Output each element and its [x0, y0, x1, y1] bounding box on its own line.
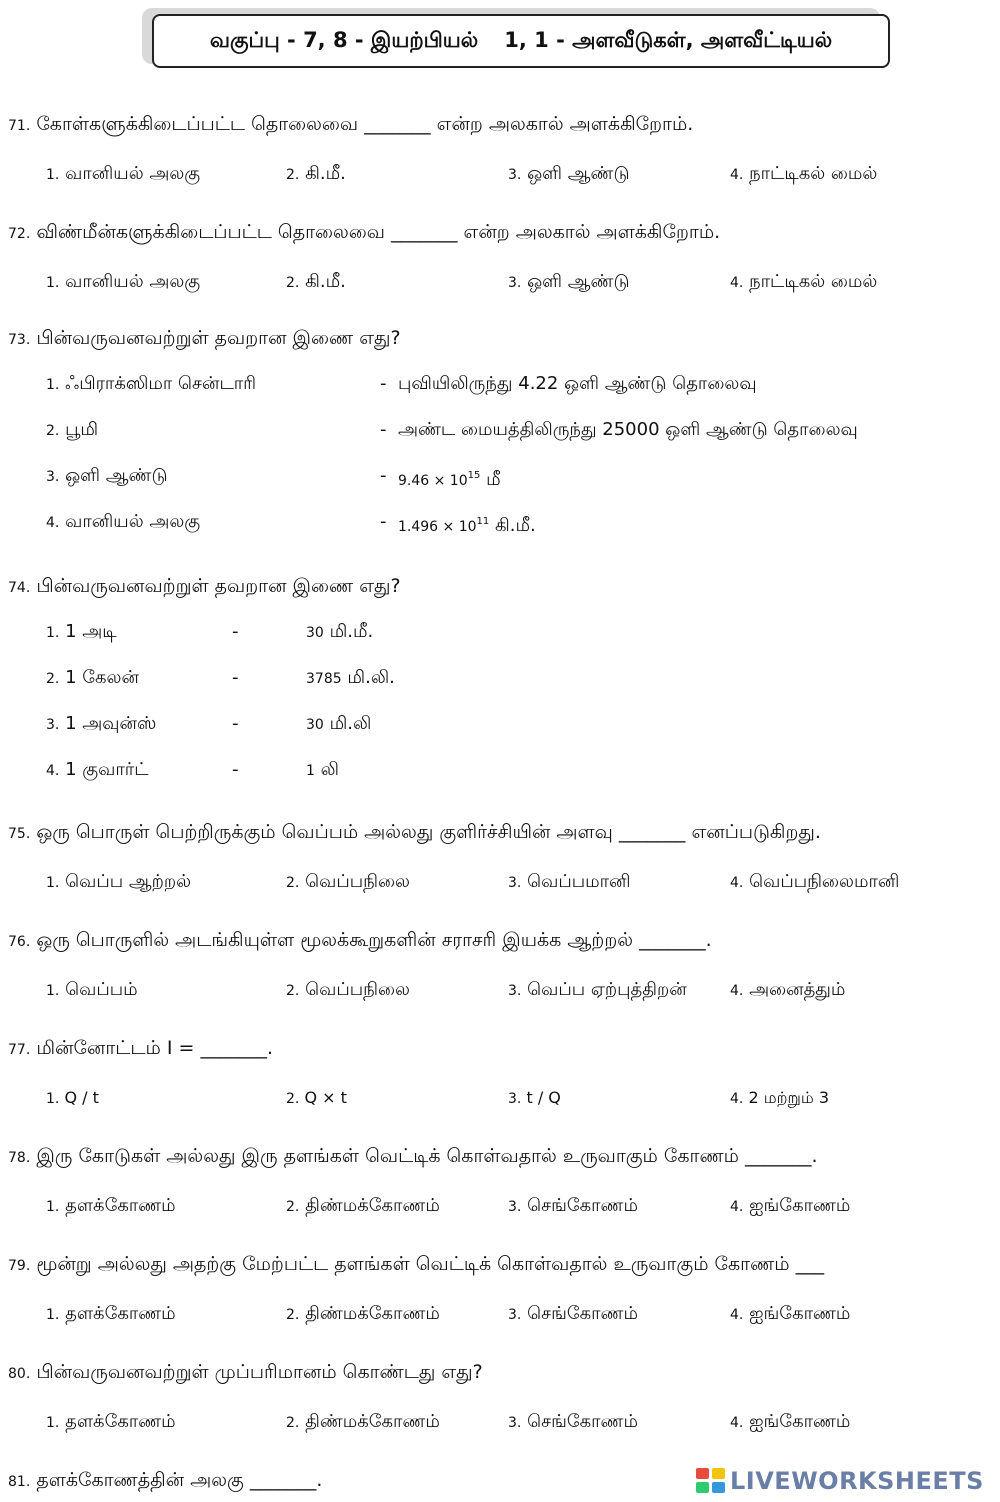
- option-2[interactable]: 2. Q × t: [286, 1088, 347, 1107]
- brand-name: LIVEWORKSHEETS: [730, 1467, 984, 1495]
- options: [8, 268, 990, 296]
- question-number: 71.: [8, 118, 31, 134]
- options: [8, 1300, 990, 1328]
- question-number: 73.: [8, 332, 31, 348]
- question-number: 77.: [8, 1042, 31, 1058]
- option-2[interactable]: 2. கி.மீ.: [286, 271, 346, 292]
- question-text: மூன்று அல்லது அதற்கு மேற்பட்ட தளங்கள் வெட்டிக் கொள்வதால் உருவாகும் கோணம் ___: [36, 1253, 825, 1275]
- option-4[interactable]: 4. ஐங்கோணம்: [730, 1411, 851, 1432]
- question-71: [8, 110, 990, 188]
- question-number: 75.: [8, 826, 31, 842]
- question-73: [8, 324, 990, 536]
- option-2[interactable]: 2. வெப்பநிலை: [286, 871, 410, 892]
- option-4[interactable]: 4. ஐங்கோணம்: [730, 1195, 851, 1216]
- options: [8, 976, 990, 1004]
- question-number: 76.: [8, 934, 31, 950]
- option-2[interactable]: 2. வெப்பநிலை: [286, 979, 410, 1000]
- question-text: விண்மீன்களுக்கிடைப்பட்ட தொலைவை _______ என்ற அலகால் அளக்கிறோம்.: [36, 221, 721, 243]
- question-number: 72.: [8, 226, 31, 242]
- question-75: [8, 818, 990, 896]
- question-79: [8, 1250, 990, 1328]
- question-text: இரு கோடுகள் அல்லது இரு தளங்கள் வெட்டிக் கொள்வதால் உருவாகும் கோணம் _______.: [36, 1145, 818, 1167]
- pair-option-3[interactable]: 3. 1 அவுன்ஸ் - 30 மி.லி: [46, 713, 372, 734]
- header-unit: 1, 1 - அளவீடுகள், அளவீட்டியல்: [504, 27, 833, 52]
- options: [8, 1192, 990, 1220]
- question-number: 81.: [8, 1474, 31, 1490]
- pair-option-1[interactable]: 1. 1 அடி - 30 மி.மீ.: [46, 621, 374, 642]
- question-text: ஒரு பொருள் பெற்றிருக்கும் வெப்பம் அல்லது குளிர்ச்சியின் அளவு _______ எனப்படுகிறது.: [36, 821, 821, 843]
- question-80: [8, 1358, 990, 1436]
- option-3[interactable]: 3. செங்கோணம்: [508, 1411, 638, 1432]
- option-3[interactable]: 3. வெப்ப ஏற்புத்திறன்: [508, 979, 687, 1000]
- question-78: [8, 1142, 990, 1220]
- option-1[interactable]: 1. வானியல் அலகு: [46, 163, 201, 184]
- option-3[interactable]: 3. செங்கோணம்: [508, 1303, 638, 1324]
- option-1[interactable]: 1. வெப்ப ஆற்றல்: [46, 871, 192, 892]
- option-3[interactable]: 3. ஒளி ஆண்டு: [508, 163, 630, 184]
- option-4[interactable]: 4. நாட்டிகல் மைல்: [730, 163, 878, 184]
- worksheet-header: [152, 14, 890, 68]
- option-2[interactable]: 2. கி.மீ.: [286, 163, 346, 184]
- pair-option-4[interactable]: 4. 1 குவார்ட் - 1 லி: [46, 759, 339, 780]
- option-1[interactable]: 1. வெப்பம்: [46, 979, 138, 1000]
- options: [8, 1408, 990, 1436]
- option-3[interactable]: 3. செங்கோணம்: [508, 1195, 638, 1216]
- option-3[interactable]: 3. வெப்பமானி: [508, 871, 631, 892]
- header-subject: வகுப்பு - 7, 8 - இயற்பியல்: [209, 27, 479, 52]
- options: [8, 1084, 990, 1112]
- question-text: பின்வருவனவற்றுள் தவறான இணை எது?: [36, 575, 401, 597]
- option-4[interactable]: 4. ஐங்கோணம்: [730, 1303, 851, 1324]
- pair-option-2[interactable]: 2. பூமி - அண்ட மையத்திலிருந்து 25000 ஒளி ஆண்டு தொலைவு: [46, 419, 858, 440]
- option-1[interactable]: 1. தளக்கோணம்: [46, 1195, 176, 1216]
- option-2[interactable]: 2. திண்மக்கோணம்: [286, 1303, 440, 1324]
- pair-option-3[interactable]: 3. ஒளி ஆண்டு - $9.46 \times 10^{15}$ மீ: [46, 465, 501, 490]
- option-1[interactable]: 1. வானியல் அலகு: [46, 271, 201, 292]
- option-1[interactable]: 1. Q / t: [46, 1088, 99, 1107]
- question-72: [8, 218, 990, 296]
- liveworksheets-logo: [696, 1464, 984, 1498]
- option-3[interactable]: 3. ஒளி ஆண்டு: [508, 271, 630, 292]
- question-number: 80.: [8, 1366, 31, 1382]
- option-3[interactable]: 3. t / Q: [508, 1088, 561, 1107]
- question-77: [8, 1034, 990, 1112]
- option-4[interactable]: 4. 2 மற்றும் 3: [730, 1088, 829, 1107]
- question-text: ஒரு பொருளில் அடங்கியுள்ள மூலக்கூறுகளின் சராசரி இயக்க ஆற்றல் _______.: [36, 929, 712, 951]
- option-1[interactable]: 1. தளக்கோணம்: [46, 1303, 176, 1324]
- question-text: பின்வருவனவற்றுள் முப்பரிமானம் கொண்டது எது?: [36, 1361, 483, 1383]
- options: [8, 868, 990, 896]
- question-text: பின்வருவனவற்றுள் தவறான இணை எது?: [36, 327, 401, 349]
- question-text: மின்னோட்டம் I = _______.: [36, 1037, 273, 1059]
- options: [8, 160, 990, 188]
- option-4[interactable]: 4. அனைத்தும்: [730, 979, 846, 1000]
- option-4[interactable]: 4. வெப்பநிலைமானி: [730, 871, 900, 892]
- option-2[interactable]: 2. திண்மக்கோணம்: [286, 1195, 440, 1216]
- question-number: 78.: [8, 1150, 31, 1166]
- question-text: கோள்களுக்கிடைப்பட்ட தொலைவை _______ என்ற அலகால் அளக்கிறோம்.: [36, 113, 694, 135]
- question-number: 79.: [8, 1258, 31, 1274]
- liveworksheets-logo-icon: [696, 1468, 726, 1494]
- option-4[interactable]: 4. நாட்டிகல் மைல்: [730, 271, 878, 292]
- pair-option-4[interactable]: 4. வானியல் அலகு - $1.496 \times 10^{11}$ கி.மீ.: [46, 511, 536, 536]
- option-1[interactable]: 1. தளக்கோணம்: [46, 1411, 176, 1432]
- question-text: தளக்கோணத்தின் அலகு _______.: [36, 1469, 323, 1491]
- pair-option-1[interactable]: 1. ஃபிராக்ஸிமா சென்டாரி - புவியிலிருந்து 4.22 ஒளி ஆண்டு தொலைவு: [46, 373, 757, 394]
- question-number: 74.: [8, 580, 31, 596]
- option-2[interactable]: 2. திண்மக்கோணம்: [286, 1411, 440, 1432]
- question-76: [8, 926, 990, 1004]
- question-74: [8, 572, 990, 784]
- pair-option-2[interactable]: 2. 1 கேலன் - 3785 மி.லி.: [46, 667, 395, 688]
